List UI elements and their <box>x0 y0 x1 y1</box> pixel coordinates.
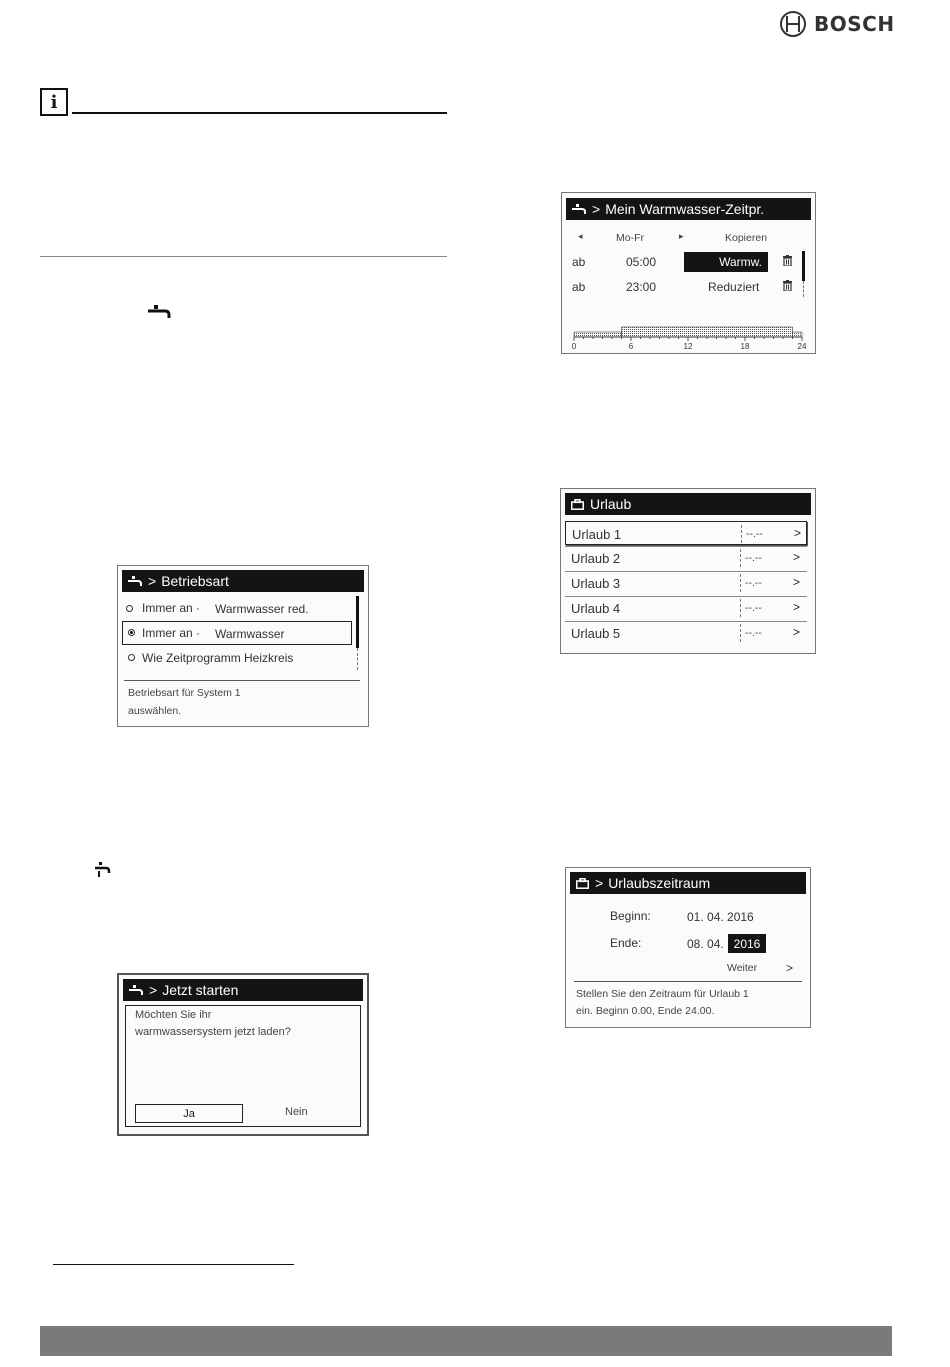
tap-icon <box>572 204 586 214</box>
screen-header <box>565 493 811 515</box>
hint-text-1: Stellen Sie den Zeitraum für Urlaub 1 <box>576 988 749 1000</box>
row-divider <box>565 596 807 597</box>
row-divider <box>565 621 807 622</box>
row-1-mode[interactable]: Warmw. <box>684 252 768 272</box>
hint-divider <box>124 680 360 681</box>
list-item-label: Urlaub 4 <box>571 601 621 616</box>
jetzt-starten-screen <box>117 973 369 1136</box>
prev-day-arrow[interactable]: ◂ <box>578 231 583 241</box>
footer-bar <box>40 1326 892 1356</box>
trash-icon[interactable] <box>783 255 792 266</box>
question-line-1: Möchten Sie ihr <box>135 1009 212 1021</box>
screen-title: Betriebsart <box>161 573 229 589</box>
schedule-reduced-segment <box>574 332 622 337</box>
chevron-right-icon: > <box>794 526 802 540</box>
copy-button[interactable]: Kopieren <box>725 232 768 244</box>
scrollbar[interactable] <box>356 596 359 648</box>
schedule-tick-label: 0 <box>571 342 577 351</box>
begin-label: Beginn: <box>610 909 651 923</box>
schedule-timeline <box>570 313 810 351</box>
list-item[interactable] <box>565 621 807 645</box>
no-button[interactable]: Nein <box>285 1106 308 1118</box>
schedule-tick-label: 24 <box>797 342 807 351</box>
column-divider <box>741 525 742 543</box>
list-item-value: --.-- <box>745 577 762 589</box>
list-item-label: Urlaub 3 <box>571 576 621 591</box>
chevron-right-icon: > <box>793 625 801 639</box>
list-item-value: --.-- <box>745 552 762 564</box>
list-item[interactable] <box>565 546 807 570</box>
schedule-tick-label: 12 <box>683 342 693 351</box>
hint-text-2: auswählen. <box>128 705 182 717</box>
row-divider <box>565 571 807 572</box>
radio-option-1[interactable] <box>126 605 133 612</box>
list-item-label: Urlaub 2 <box>571 551 621 566</box>
chevron-right-icon: > <box>595 875 604 891</box>
urlaub-screen <box>560 488 816 654</box>
info-icon: i <box>40 88 68 116</box>
screen-title: Urlaub <box>590 496 632 512</box>
scroll-track <box>803 281 804 297</box>
list-item-value: --.-- <box>745 602 762 614</box>
end-year-value[interactable]: 2016 <box>728 934 766 953</box>
chevron-right-icon: > <box>148 573 157 589</box>
screen-header <box>570 872 806 894</box>
bosch-wordmark: BOSCH <box>814 12 895 36</box>
betriebsart-screen <box>117 565 369 727</box>
hint-divider <box>574 981 802 982</box>
suitcase-icon <box>576 878 589 889</box>
screen-title: Jetzt starten <box>162 982 239 998</box>
row-2-time[interactable]: 23:00 <box>626 280 657 294</box>
chevron-right-icon: > <box>149 982 158 998</box>
end-value[interactable]: 08. 04. <box>687 937 724 951</box>
end-label: Ende: <box>610 936 642 950</box>
tap-icon <box>147 305 171 319</box>
info-rule <box>72 112 447 114</box>
hint-text-2: ein. Beginn 0.00, Ende 24.00. <box>576 1005 715 1017</box>
zeitprogramm-screen <box>561 192 816 354</box>
next-button[interactable]: Weiter <box>727 962 758 974</box>
row-2-ab: ab <box>572 280 586 294</box>
option-2-prefix[interactable]: Immer an · <box>142 626 201 640</box>
yes-button[interactable]: Ja <box>135 1104 243 1123</box>
section-divider <box>40 256 447 257</box>
trash-icon[interactable] <box>783 280 792 291</box>
chevron-right-icon: > <box>793 600 801 614</box>
hint-text-1: Betriebsart für System 1 <box>128 687 241 699</box>
row-divider <box>565 546 807 547</box>
scroll-track <box>357 648 358 670</box>
option-1-prefix[interactable]: Immer an · <box>142 601 201 615</box>
tap-icon <box>129 985 143 995</box>
screen-title: Urlaubszeitraum <box>608 875 711 891</box>
screen-title: Mein Warmwasser-Zeitpr. <box>605 201 765 217</box>
column-divider <box>740 624 741 642</box>
schedule-reduced-segment <box>793 332 803 337</box>
screen-header <box>122 570 364 592</box>
list-item[interactable] <box>565 571 807 595</box>
day-selector[interactable]: Mo-Fr <box>616 232 644 244</box>
chevron-right-icon: > <box>793 575 801 589</box>
schedule-warm-segment <box>622 327 793 337</box>
scrollbar[interactable] <box>802 251 805 281</box>
row-1-ab: ab <box>572 255 586 269</box>
column-divider <box>740 574 741 592</box>
list-item[interactable] <box>565 596 807 620</box>
column-divider <box>740 599 741 617</box>
list-item-label: Urlaub 1 <box>572 527 622 542</box>
chevron-right-icon[interactable]: > <box>786 961 794 975</box>
radio-option-2[interactable] <box>128 629 135 636</box>
screen-header <box>123 979 363 1001</box>
footnote-rule <box>53 1264 294 1265</box>
tap-icon <box>128 576 142 586</box>
row-2-mode[interactable]: Reduziert <box>708 280 760 294</box>
schedule-tick-label: 6 <box>628 342 634 351</box>
urlaubszeitraum-screen <box>565 867 811 1028</box>
option-2-value[interactable]: Warmwasser <box>215 627 285 641</box>
row-1-time[interactable]: 05:00 <box>626 255 657 269</box>
tap-run-icon <box>94 862 112 878</box>
list-item-value: --.-- <box>746 528 763 540</box>
chevron-right-icon: > <box>793 550 801 564</box>
chevron-right-icon: > <box>592 201 601 217</box>
list-item-value: --.-- <box>745 627 762 639</box>
screen-header <box>566 198 811 220</box>
list-item[interactable] <box>565 521 807 545</box>
option-1-value[interactable]: Warmwasser red. <box>215 602 309 616</box>
bosch-logo <box>780 9 895 39</box>
suitcase-icon <box>571 499 584 510</box>
bosch-armature-icon <box>780 11 806 37</box>
question-line-2: warmwassersystem jetzt laden? <box>135 1026 291 1038</box>
option-3-label[interactable]: Wie Zeitprogramm Heizkreis <box>142 651 294 665</box>
begin-value[interactable]: 01. 04. 2016 <box>687 910 754 924</box>
radio-option-3[interactable] <box>128 654 135 661</box>
list-item-label: Urlaub 5 <box>571 626 621 641</box>
column-divider <box>740 549 741 567</box>
next-day-arrow[interactable]: ▸ <box>679 231 684 241</box>
schedule-tick-label: 18 <box>740 342 750 351</box>
